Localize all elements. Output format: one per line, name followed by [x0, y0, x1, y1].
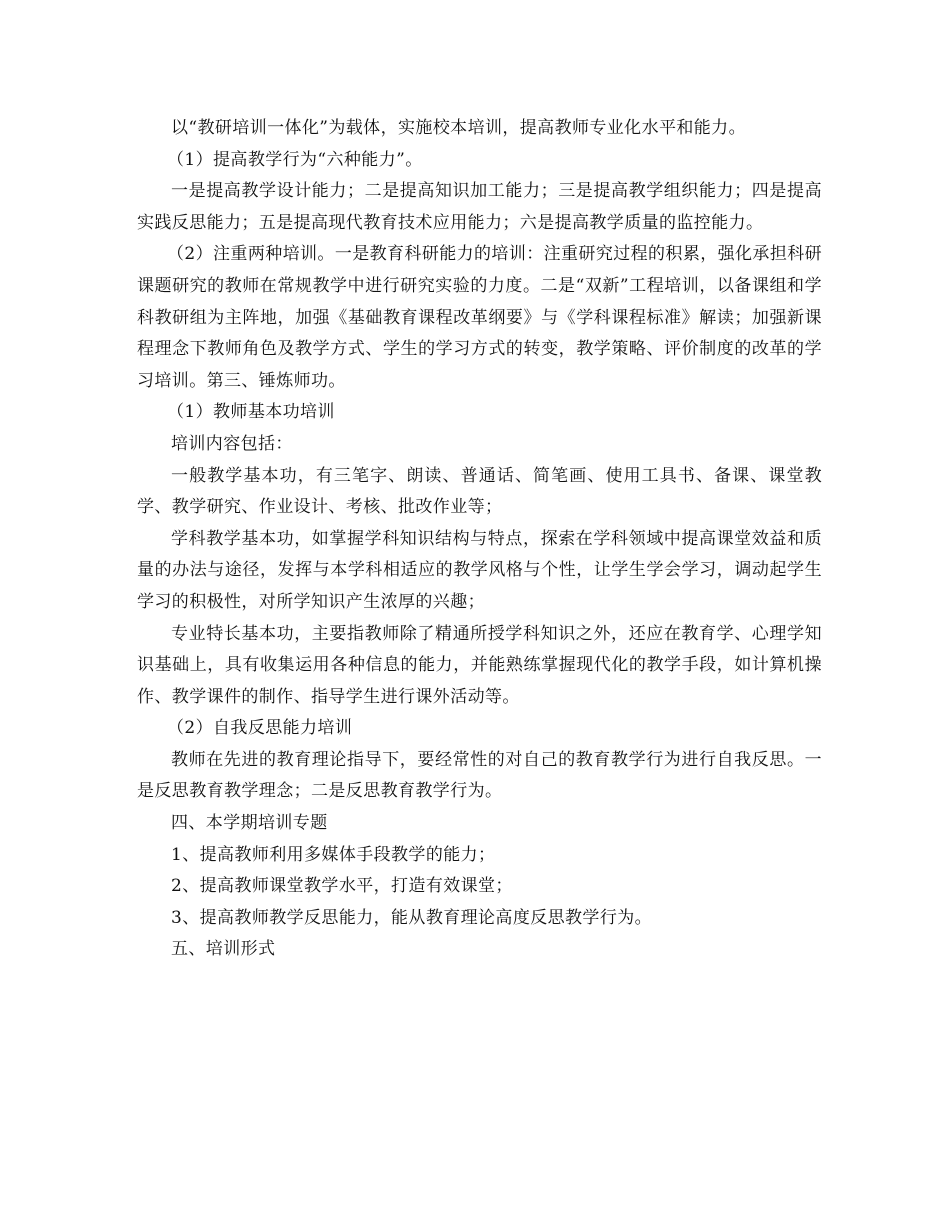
section-heading: 四、本学期培训专题: [171, 813, 328, 834]
paragraph: （1）提高教学行为“六种能力”。: [167, 149, 423, 170]
paragraph: 一般教学基本功，有三笔字、朗读、普通话、简笔画、使用工具书、备课、课堂教学、教学研究、作业设计、考核、批改作业等；: [137, 465, 822, 518]
paragraph: 学科教学基本功，如掌握学科知识结构与特点，探索在学科领域中提高课堂效益和质量的办法与途径，发挥与本学科相适应的教学风格与个性，让学生学会学习，调动起学生学习的积极性，对所学知识产生浓厚的兴趣；: [137, 528, 822, 612]
paragraph: （2）自我反思能力培训: [167, 718, 353, 739]
paragraph: （1）教师基本功培训: [167, 402, 335, 423]
paragraph: 培训内容包括：: [171, 433, 293, 454]
paragraph: 一是提高教学设计能力；二是提高知识加工能力；三是提高教学组织能力；四是提高实践反思能力；五是提高现代教育技术应用能力；六是提高教学质量的监控能力。: [137, 181, 822, 233]
section-heading: 五、培训形式: [171, 939, 276, 960]
list-item: 3、提高教师教学反思能力，能从教育理论高度反思教学行为。: [171, 907, 653, 928]
paragraph: （2）注重两种培训。一是教育科研能力的培训：注重研究过程的积累，强化承担科研课题研究的教师在常规教学中进行研究实验的力度。二是“双新”工程培训，以备课组和学科教研组为主阵地，加强《基础教育课程改革纲要》与《学科课程标准》解读；加强新课程理念下教师角色及教学方式、学生的学习方式的转变，教学策略、评价制度的改革的学习培训。第三、锤炼师功。: [137, 244, 823, 391]
paragraph: 专业特长基本功，主要指教师除了精通所授学科知识之外，还应在教育学、心理学知识基础上，具有收集运用各种信息的能力，并能熟练掌握现代化的教学手段，如计算机操作、教学课件的制作、指导学生进行课外活动等。: [137, 623, 822, 707]
list-item: 2、提高教师课堂教学水平，打造有效课堂；: [171, 876, 513, 897]
paragraph: 以“教研培训一体化”为载体，实施校本培训，提高教师专业化水平和能力。: [171, 118, 746, 138]
list-item: 1、提高教师利用多媒体手段教学的能力；: [171, 844, 496, 865]
paragraph: 教师在先进的教育理论指导下，要经常性的对自己的教育教学行为进行自我反思。一是反思教育教学理念；二是反思教育教学行为。: [137, 749, 822, 802]
document-body: [137, 113, 822, 966]
